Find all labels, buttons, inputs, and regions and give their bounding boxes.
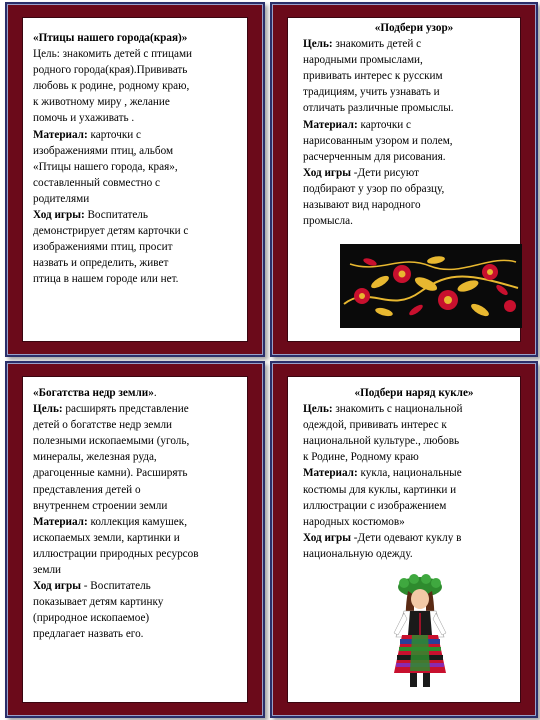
text-line-body: подбирают у узор по образцу, (303, 182, 445, 195)
text-line-body: составленный совместно с (33, 176, 160, 189)
text-line-bold: Цель: (303, 403, 333, 416)
text-line-body: детей о богатстве недр земли (33, 419, 173, 432)
text-line-body: национальную одежду. (303, 547, 413, 560)
text-line (303, 52, 525, 68)
text-line (33, 546, 265, 562)
text-line (303, 165, 525, 181)
text-line (303, 213, 525, 229)
doll-in-national-costume (374, 573, 466, 691)
card-text (303, 20, 525, 229)
text-line-body: изображениями птиц, просит (33, 241, 173, 254)
text-line (33, 94, 265, 110)
text-line-body: традициям, учить узнавать и (303, 86, 440, 99)
text-line (303, 149, 525, 165)
text-line-bold: Материал: (303, 467, 358, 480)
text-line (33, 78, 265, 94)
text-line-body: знакомить детей с (332, 38, 422, 51)
text-line-body: одеждой, прививать интерес к (303, 419, 447, 432)
text-line-bold: Материал: (303, 118, 358, 131)
text-line-body: птица в нашем городе или нет. (33, 273, 179, 286)
text-line (303, 546, 525, 562)
pattern-illustration (340, 244, 522, 328)
text-line-bold: Материал: (33, 128, 88, 141)
text-line-body: изображениями птиц, альбом (33, 144, 174, 157)
text-line (303, 100, 525, 116)
text-line-body: любовь к родине, родному краю, (33, 80, 190, 93)
text-line-body: драгоценные камни). Расширять (33, 467, 188, 480)
text-line-body: кукла, национальные (357, 467, 462, 480)
text-line-bold: «Подбери узор» (374, 22, 454, 34)
text-line-body: иллюстрации природных ресурсов (33, 547, 199, 560)
text-line-bold: Ход игры: (33, 209, 85, 222)
khokhloma-pattern-image (340, 244, 522, 328)
text-line (303, 385, 525, 401)
text-line (33, 30, 265, 46)
text-line (33, 578, 265, 594)
text-line-body: . (153, 387, 157, 399)
text-line (33, 143, 265, 159)
text-line (303, 482, 525, 498)
text-line (303, 84, 525, 100)
text-line (33, 159, 265, 175)
text-line-bold: Цель: (33, 403, 63, 416)
text-line-bold: Ход игры (33, 580, 81, 593)
text-line (33, 482, 265, 498)
text-line (33, 498, 265, 514)
text-line-body: к животному миру , желание (33, 96, 170, 109)
text-line-body: народных костюмов» (303, 515, 405, 528)
text-line-body: «Птицы нашего города, края», (33, 160, 178, 173)
text-line (303, 68, 525, 84)
game-card-doll-outfit (270, 361, 538, 718)
game-card-pattern (270, 2, 538, 357)
text-line-bold: «Птицы нашего города(края)» (33, 32, 188, 44)
text-line-body: родителями (33, 192, 90, 205)
text-line-bold: «Богатства недр земли» (33, 387, 154, 399)
text-line (33, 562, 265, 578)
text-line (303, 36, 525, 52)
text-line-body: костюмы для куклы, картинки и (303, 483, 457, 496)
text-line (303, 181, 525, 197)
text-line (303, 514, 525, 530)
text-line-body: -Дети рисуют (350, 166, 419, 179)
text-line-bold: Ход игры (303, 531, 351, 544)
text-line (33, 465, 265, 481)
text-line (303, 417, 525, 433)
text-line (33, 594, 265, 610)
text-line (33, 610, 265, 626)
text-line (303, 401, 525, 417)
text-line (303, 197, 525, 213)
text-line (33, 417, 265, 433)
text-line-bold: «Подбери наряд кукле» (354, 387, 474, 399)
text-line-body: карточки с (87, 128, 142, 141)
text-line (303, 530, 525, 546)
text-line-body: промысла. (303, 215, 353, 228)
game-card-earth-resources (5, 361, 265, 718)
text-line-body: предлагает назвать его. (33, 628, 144, 641)
text-line (33, 626, 265, 642)
card-page (22, 376, 248, 703)
text-line-body: помочь и ухаживать . (33, 112, 135, 125)
text-line-body: внутреннем строении земли (33, 499, 168, 512)
text-line-body: ископаемых земли, картинки и (33, 531, 180, 544)
doll-illustration (374, 573, 466, 691)
text-line-body: коллекция камушек, (87, 515, 187, 528)
text-line (303, 20, 525, 36)
text-line (33, 223, 265, 239)
text-line-body: прививать интерес к русским (303, 70, 443, 83)
text-line (33, 401, 265, 417)
text-line-bold: Цель: (303, 38, 333, 51)
text-line (33, 62, 265, 78)
card-text (33, 385, 265, 643)
text-line-bold: Материал: (33, 515, 88, 528)
text-line-body: земли (33, 564, 62, 577)
text-line-body: родного города(края).Прививать (33, 64, 188, 77)
text-line-body: Воспитатель (84, 209, 148, 222)
text-line (33, 255, 265, 271)
text-line (33, 46, 265, 62)
text-line (303, 117, 525, 133)
text-line-body: расширять представление (62, 403, 189, 416)
card-text (33, 30, 265, 288)
text-line-body: народными промыслами, (303, 54, 423, 67)
card-text (303, 385, 525, 562)
text-line-body: полезными ископаемыми (уголь, (33, 435, 190, 448)
text-line-body: расчерченным для рисования. (303, 150, 446, 163)
text-line-body: -Дети одевают куклу в (350, 531, 462, 544)
text-line-body: отличать различные промыслы. (303, 102, 454, 115)
text-line-body: минералы, железная руда, (33, 451, 157, 464)
text-line-body: знакомить с национальной (332, 403, 463, 416)
card-page (287, 376, 521, 703)
text-line (303, 433, 525, 449)
text-line (303, 133, 525, 149)
text-line-body: представления детей о (33, 483, 141, 496)
text-line (33, 530, 265, 546)
text-line (33, 271, 265, 287)
game-card-birds (5, 2, 265, 357)
text-line (33, 514, 265, 530)
card-page (22, 17, 248, 342)
text-line-body: демонстрирует детям карточки с (33, 225, 189, 238)
text-line (303, 498, 525, 514)
text-line (33, 175, 265, 191)
text-line (33, 449, 265, 465)
text-line (33, 385, 265, 401)
text-line-body: нарисованным узором и полем, (303, 134, 453, 147)
text-line (303, 449, 525, 465)
text-line (33, 110, 265, 126)
text-line (33, 207, 265, 223)
text-line (33, 239, 265, 255)
text-line (33, 191, 265, 207)
text-line-body: назвать и определить, живет (33, 257, 169, 270)
text-line-body: к Родине, Родному краю (303, 451, 419, 464)
text-line-body: иллюстрации с изображением (303, 499, 447, 512)
text-line-body: карточки с (357, 118, 412, 131)
text-line-body: Цель: знакомить детей с птицами (33, 48, 193, 61)
text-line-body: (природное ископаемое) (33, 612, 150, 625)
text-line-bold: Ход игры (303, 166, 351, 179)
text-line-body: называют вид народного (303, 199, 421, 212)
text-line-body: - Воспитатель (80, 580, 151, 593)
card-page (287, 17, 521, 342)
text-line (303, 465, 525, 481)
text-line-body: национальной культуре., любовь (303, 435, 460, 448)
text-line-body: показывает детям картинку (33, 596, 164, 609)
text-line (33, 433, 265, 449)
text-line (33, 127, 265, 143)
